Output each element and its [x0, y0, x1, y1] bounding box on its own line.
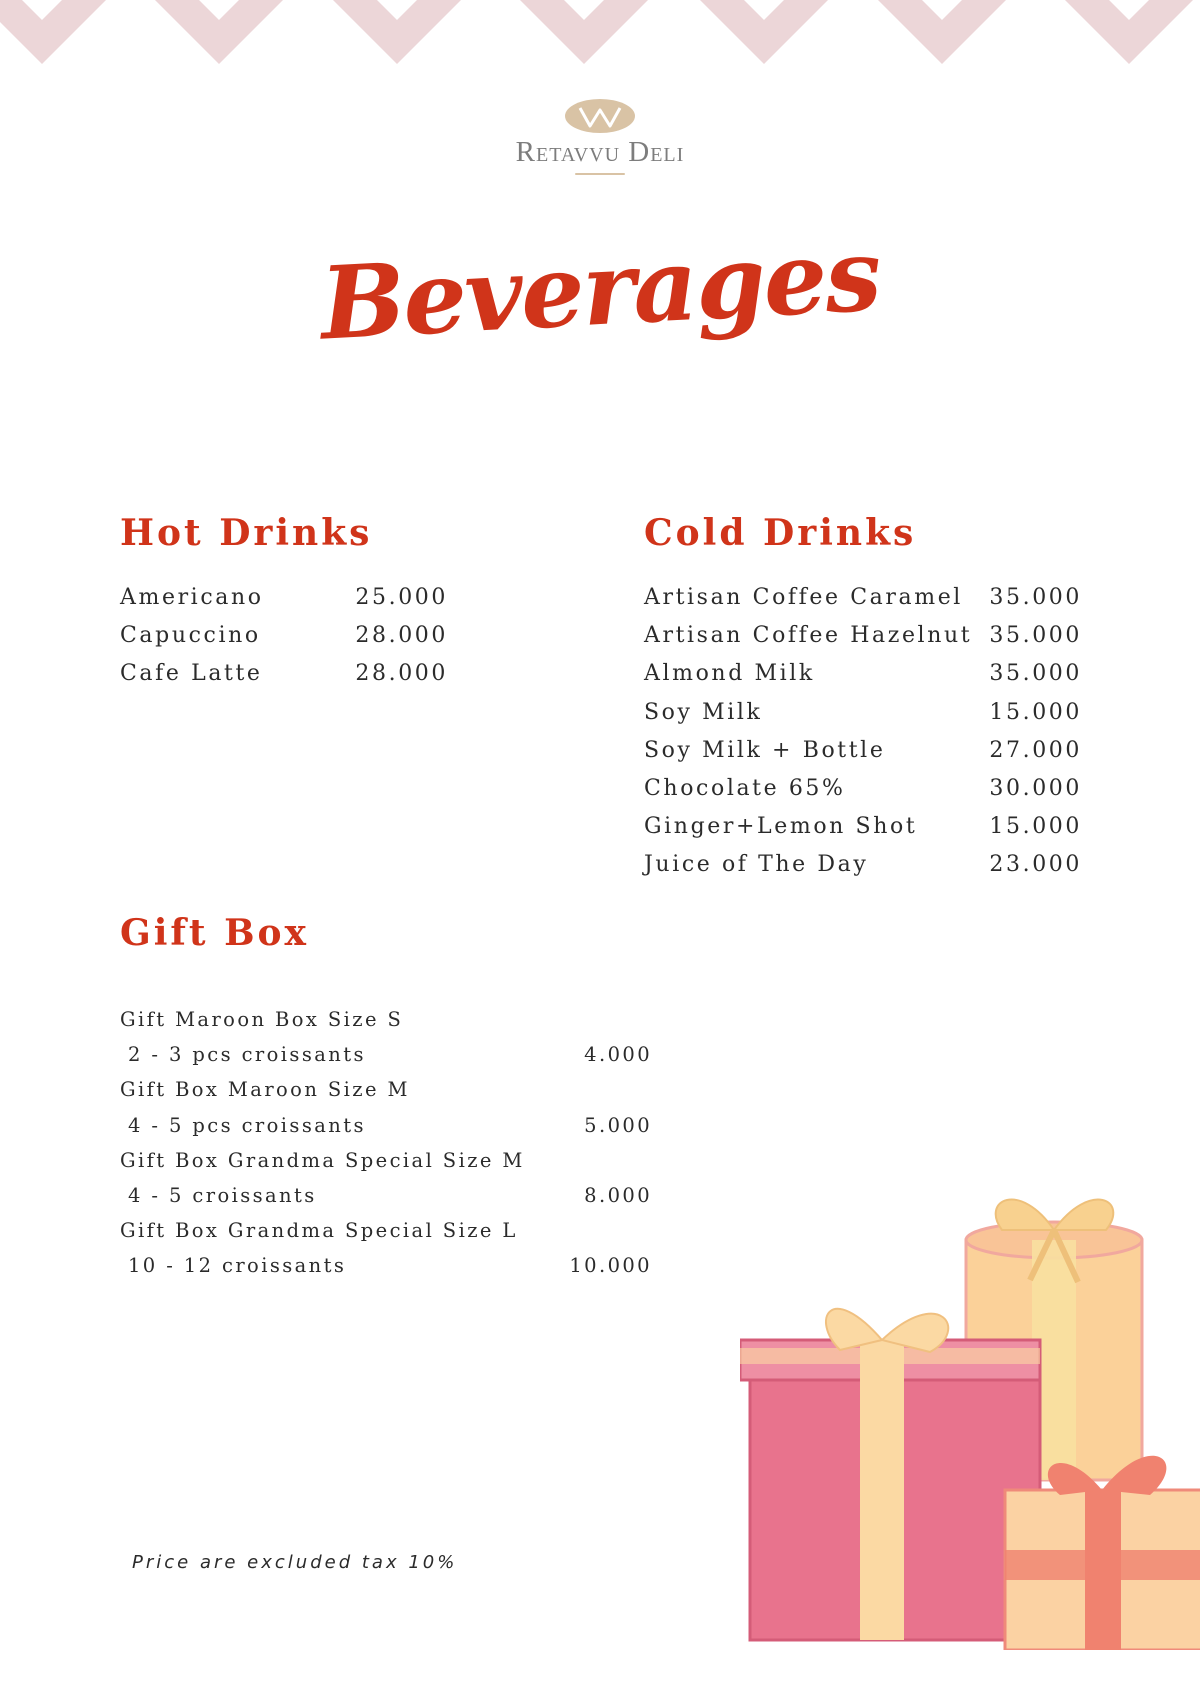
item-price: 28.000: [355, 623, 448, 649]
gift-item-row: [120, 1248, 652, 1283]
brand-underline: [575, 173, 625, 175]
gift-item-price: 4.000: [584, 1043, 652, 1067]
item-name: Juice of The Day: [644, 852, 869, 878]
item-name: Soy Milk: [644, 699, 763, 725]
cold-drink-item: [644, 738, 1082, 776]
gift-item-detail: 4 - 5 croissants: [128, 1183, 317, 1207]
tax-note: Price are excluded tax 10%: [132, 1552, 458, 1573]
item-name: Cafe Latte: [120, 661, 263, 687]
cold-drink-item: [644, 623, 1082, 661]
cold-drink-item: [644, 661, 1082, 699]
chevron-border: [0, 0, 1200, 70]
item-name: Capuccino: [120, 623, 261, 649]
hot-drink-item: [120, 585, 448, 623]
item-price: 35.000: [989, 623, 1082, 649]
hot-drinks-heading: Hot Drinks: [120, 512, 373, 554]
gift-item-detail: 10 - 12 croissants: [128, 1254, 347, 1278]
item-price: 15.000: [989, 699, 1082, 725]
gift-item-price: 10.000: [569, 1254, 652, 1278]
item-price: 28.000: [355, 661, 448, 687]
hot-drinks-list: [120, 585, 448, 700]
gift-item-name: Gift Maroon Box Size S: [120, 1008, 404, 1031]
cold-drink-item: [644, 585, 1082, 623]
cold-drinks-heading: Cold Drinks: [644, 512, 917, 554]
item-price: 30.000: [989, 775, 1082, 801]
item-name: Artisan Coffee Hazelnut: [644, 623, 973, 649]
cold-drinks-list: [644, 585, 1082, 891]
item-name: Ginger+Lemon Shot: [644, 814, 918, 840]
gift-item-row: [120, 1108, 652, 1143]
brand-name: Retavvu Deli: [515, 136, 685, 168]
hot-drink-item: [120, 623, 448, 661]
gift-item-name: Gift Box Maroon Size M: [120, 1078, 410, 1102]
cold-drink-item: [644, 700, 1082, 738]
cold-drink-item: [644, 852, 1082, 890]
hot-drink-item: [120, 661, 448, 699]
gift-boxes-illustration: [740, 1190, 1200, 1650]
item-price: 25.000: [355, 585, 448, 610]
gift-item-name: Gift Box Grandma Special Size M: [120, 1148, 525, 1172]
page-title: Beverages: [317, 215, 883, 363]
item-name: Soy Milk + Bottle: [644, 737, 886, 763]
item-price: 15.000: [989, 814, 1082, 840]
gift-item-detail: 2 - 3 pcs croissants: [128, 1043, 366, 1067]
item-price: 27.000: [989, 737, 1082, 763]
item-name: Almond Milk: [644, 661, 815, 687]
cold-drink-item: [644, 776, 1082, 814]
gift-item-row: [120, 1178, 652, 1213]
item-name: Chocolate 65%: [644, 775, 846, 801]
item-price: 23.000: [989, 852, 1082, 878]
brand-logo: [0, 98, 1200, 175]
gift-item-row: [120, 1037, 652, 1072]
item-name: Americano: [120, 585, 264, 610]
item-price: 35.000: [989, 661, 1082, 687]
large-pink-gift-icon: [740, 1309, 1040, 1640]
gift-item-price: 8.000: [584, 1183, 652, 1207]
item-name: Artisan Coffee Caramel: [644, 585, 963, 610]
gift-box-heading: Gift Box: [120, 912, 309, 954]
cold-drink-item: [644, 814, 1082, 852]
gift-item-detail: 4 - 5 pcs croissants: [128, 1113, 366, 1137]
gift-item-price: 5.000: [584, 1113, 652, 1137]
logo-mark-icon: [564, 98, 636, 134]
gift-box-list: [120, 1002, 652, 1284]
item-price: 35.000: [989, 585, 1082, 610]
gift-item-name: Gift Box Grandma Special Size L: [120, 1219, 518, 1243]
